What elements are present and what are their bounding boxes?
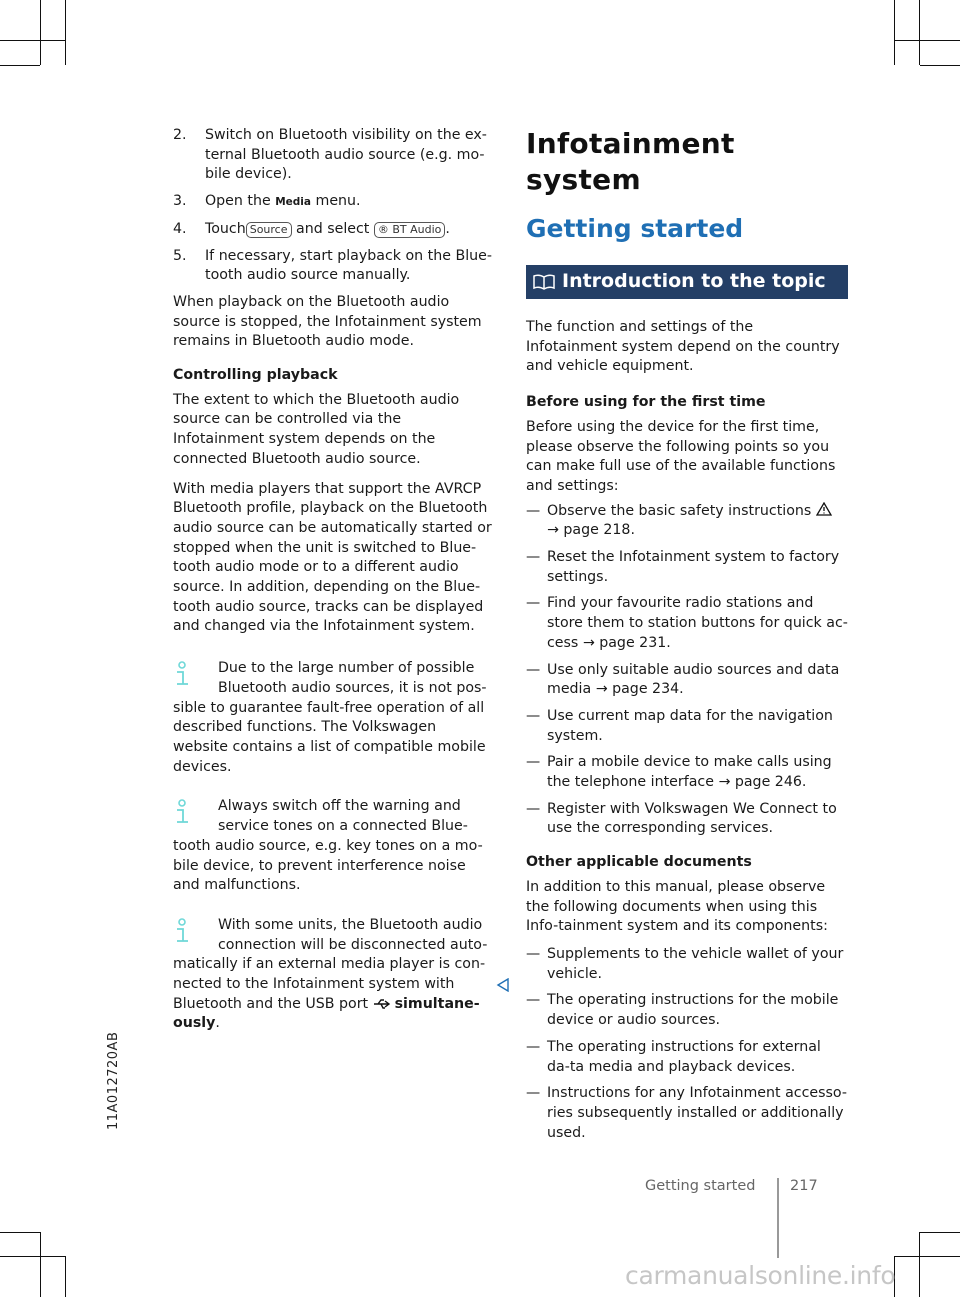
book-icon [532, 273, 556, 291]
list-item: — Supplements to the vehicle wallet of your vehicle. [526, 945, 844, 982]
list-item-text: Use current map data for the navigation system. [547, 707, 833, 744]
paragraph-extent: The extent to which the Bluetooth audio source can be controlled via the Infotainment system depends on the connected Bluetooth audio source. [173, 391, 460, 467]
step-number: 4. [173, 220, 187, 237]
step-text: and select [291, 220, 374, 237]
step-5 [173, 247, 493, 286]
list-item: — The operating instructions for external da-ta media and playback devices. [526, 1038, 821, 1075]
page-reference[interactable]: page 234 [612, 681, 680, 698]
document-code: 11A012720AB [106, 1031, 121, 1130]
chapter-title: Infotainment system [526, 127, 735, 196]
list-item-text: Find your favourite radio stations and store them to station buttons for quick ac-cess [547, 595, 848, 651]
step-number: 2. [173, 127, 187, 143]
warning-icon [816, 502, 832, 516]
note-text: tooth audio source, e.g. key tones on a mo-bile device, to prevent interference noise and malfunctions. [173, 837, 483, 894]
watermark: carmanualsonline.info [625, 1261, 896, 1290]
note-text: matically if an external media player is con-nected to the Infotainment system with Bluetooth and the USB port [173, 956, 486, 1012]
crop-mark [920, 65, 960, 66]
crop-mark [919, 0, 920, 65]
note-text: . [215, 1015, 220, 1032]
arrow-icon: → [547, 522, 564, 539]
media-menu-label: Media [275, 196, 311, 209]
list-item-text: The operating instructions for external da-ta media and playback devices. [547, 1038, 821, 1075]
note-text-last [173, 955, 493, 1034]
crop-mark [895, 40, 960, 41]
list-item: — Instructions for any Infotainment accesso-ries subsequently installed or additionally used. [526, 1085, 847, 1141]
info-icon [173, 799, 191, 825]
list-item: — The operating instructions for the mobile device or audio sources. [526, 992, 839, 1029]
paragraph-avrcp: With media players that support the AVRCP Bluetooth profile, playback on the Bluetooth audio source can be automatically started or stopped when the unit is switched to Blue-tooth audio mode or to a different audio source. In addition, depending on the Blue-tooth audio source, tracks can be displayed and changed via the Infotainment system. [173, 480, 492, 635]
list-item: — Use current map data for the navigation system. [526, 707, 833, 744]
page-reference[interactable]: page 246 [734, 774, 802, 791]
list-item-text: Instructions for any Infotainment accesso-ries subsequently installed or additionally used. [547, 1085, 847, 1141]
list-item-text: Use only suitable audio sources and data media [547, 661, 840, 698]
list-item: — Find your favourite radio stations and store them to station buttons for quick ac-cess → page 231. [526, 595, 848, 651]
crop-mark [895, 1256, 960, 1257]
list-item: — Register with Volkswagen We Connect to use the corresponding services. [526, 800, 837, 837]
step-number: 5. [173, 247, 187, 264]
source-button: Source [246, 222, 292, 238]
crop-mark [0, 65, 40, 66]
note-text: Due to the large number of possible Bluetooth audio sources, it is not pos- [218, 660, 487, 696]
right-column [526, 126, 848, 1150]
list-item-text: Observe the basic safety instructions [547, 502, 816, 519]
controlling-playback-heading: Controlling playback [173, 367, 338, 384]
crop-mark [0, 1256, 65, 1257]
crop-mark [920, 1232, 960, 1233]
step-3 [173, 192, 493, 213]
crop-mark [40, 0, 41, 65]
crop-mark [40, 1232, 41, 1297]
list-item: — Use only suitable audio sources and data media → page 234. [526, 661, 840, 698]
paragraph-stopped: When playback on the Bluetooth audio source is stopped, the Infotainment system remains in Bluetooth audio mode. [173, 293, 482, 350]
info-icon [173, 918, 191, 944]
crop-mark [894, 0, 895, 65]
info-icon [173, 661, 191, 687]
simultaneously-bold: simultane-ously [173, 995, 480, 1032]
bt-audio-button: ® BT Audio [374, 222, 446, 238]
crop-mark [65, 1256, 66, 1297]
intro-paragraph: The function and settings of the Infotainment system depend on the country and vehicle equipment. [526, 319, 840, 375]
list-item-text: The operating instructions for the mobile device or audio sources. [547, 992, 839, 1029]
first-time-paragraph: Before using the device for the first time, please observe the following points so you can make full use of the available functions and settings: [526, 418, 836, 494]
list-item: — Reset the Infotainment system to factory settings. [526, 549, 840, 585]
info-note [173, 916, 493, 1034]
list-item-text: Register with Volkswagen We Connect to use the corresponding services. [547, 800, 837, 837]
list-item-text: Supplements to the vehicle wallet of your vehicle. [547, 945, 844, 982]
page-number: 217 [790, 1178, 818, 1194]
section-end-icon [496, 978, 510, 992]
page-reference[interactable]: page 231 [599, 634, 667, 651]
left-column [173, 126, 493, 1054]
page-reference[interactable]: page 218 [563, 522, 631, 539]
crop-mark [0, 1232, 40, 1233]
footer-divider [777, 1178, 779, 1258]
step-text: Touch [205, 220, 246, 237]
crop-mark [0, 40, 65, 41]
first-time-heading: Before using for the first time [526, 394, 766, 411]
step-text: menu. [310, 193, 361, 210]
list-item: — Pair a mobile device to make calls using the telephone interface → page 246. [526, 754, 832, 791]
list-item-text: Pair a mobile device to make calls using the telephone interface [547, 754, 832, 791]
arrow-icon: → [718, 774, 735, 791]
list-item: — Observe the basic safety instructions → page 218. [526, 502, 848, 541]
step-2 [173, 126, 493, 185]
list-item-text: Reset the Infotainment system to factory settings. [547, 549, 840, 585]
topic-bar-label: Introduction to the topic [562, 270, 826, 293]
note-text: sible to guarantee fault-free operation of all described functions. The Volkswagen website contains a list of compatible mobile devices. [173, 699, 486, 775]
usb-icon [373, 999, 391, 1009]
info-note [173, 797, 493, 896]
section-title: Getting started [526, 214, 744, 243]
footer-section-label: Getting started [645, 1178, 756, 1194]
step-number: 3. [173, 193, 187, 210]
note-text: Always switch off the warning and service tones on a connected Blue- [218, 798, 468, 835]
arrow-icon: → [595, 681, 613, 698]
topic-bar [526, 265, 848, 299]
note-text: With some units, the Bluetooth audio connection will be disconnected auto- [218, 916, 488, 953]
info-note [173, 659, 493, 777]
arrow-icon: → [582, 634, 600, 651]
step-4 [173, 220, 493, 240]
step-text: . [445, 220, 450, 237]
step-text: Open the [205, 193, 276, 210]
step-text: Switch on Bluetooth visibility on the ex-ternal Bluetooth audio source (e.g. mo-bile device). [205, 127, 487, 183]
crop-mark [65, 0, 66, 65]
other-documents-heading: Other applicable documents [526, 854, 752, 871]
step-text: If necessary, start playback on the Blue-tooth audio source manually. [205, 247, 492, 284]
other-documents-paragraph: In addition to this manual, please observe the following documents when using this Info-tainment system and its components: [526, 878, 828, 935]
